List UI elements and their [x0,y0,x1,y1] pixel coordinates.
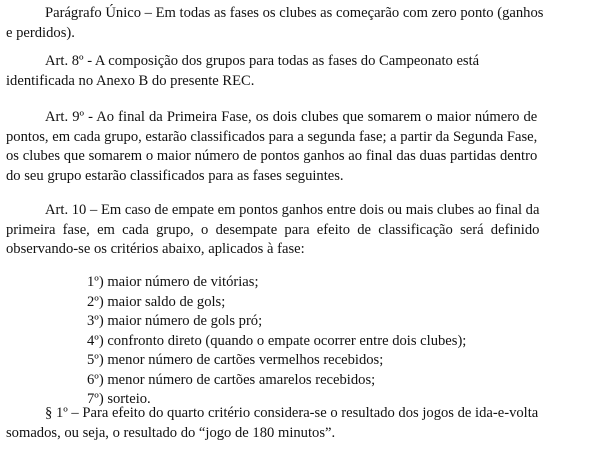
art-8 [6,52,479,91]
criteria-item: 5º) menor número de cartões vermelhos recebidos; [87,352,384,368]
paragrafo-unico [6,4,543,43]
criteria-item: 4º) confronto direto (quando o empate ocorrer entre dois clubes); [87,332,467,349]
text-line: somados, ou seja, o resultado do “jogo de 180 minutos”. [6,424,336,441]
text-line: primeira fase, em cada grupo, o desempate para efeito de classificação será definido [6,221,540,238]
criteria-item: 6º) menor número de cartões amarelos recebidos; [87,371,376,388]
criteria-list [87,273,466,410]
text-line: pontos, em cada grupo, estarão classificados para a segunda fase; a partir da Segunda Fase, [6,128,538,145]
paragrafo-1 [6,404,538,443]
art-10 [6,201,539,260]
art-9 [6,108,537,186]
criteria-item: 3º) maior número de gols pró; [87,313,263,329]
text-line: do seu grupo estarão classificados para as fases seguintes. [6,167,344,184]
criteria-item: 2º) maior saldo de gols; [87,293,226,310]
text-line: § 1º – Para efeito do quarto critério considera-se o resultado dos jogos de ida-e-volta [45,405,539,421]
text-line: Art. 8º - A composição dos grupos para todas as fases do Campeonato está [45,53,480,69]
text-line: e perdidos). [6,24,75,41]
text-line: Parágrafo Único – Em todas as fases os clubes as começarão com zero ponto (ganhos [45,5,544,21]
text-line: os clubes que somarem o maior número de pontos ganhos ao final das duas partidas dentro [6,148,538,164]
text-line: Art. 9º - Ao final da Primeira Fase, os dois clubes que somarem o maior número de [45,109,538,125]
text-line: observando-se os critérios abaixo, aplicados à fase: [6,241,305,257]
criteria-item: 1º) maior número de vitórias; [87,274,259,290]
text-line: Art. 10 – Em caso de empate em pontos ganhos entre dois ou mais clubes ao final da [45,202,540,218]
criteria-item: 7º) sorteio. [87,391,151,407]
text-line: identificada no Anexo B do presente REC. [6,72,255,89]
